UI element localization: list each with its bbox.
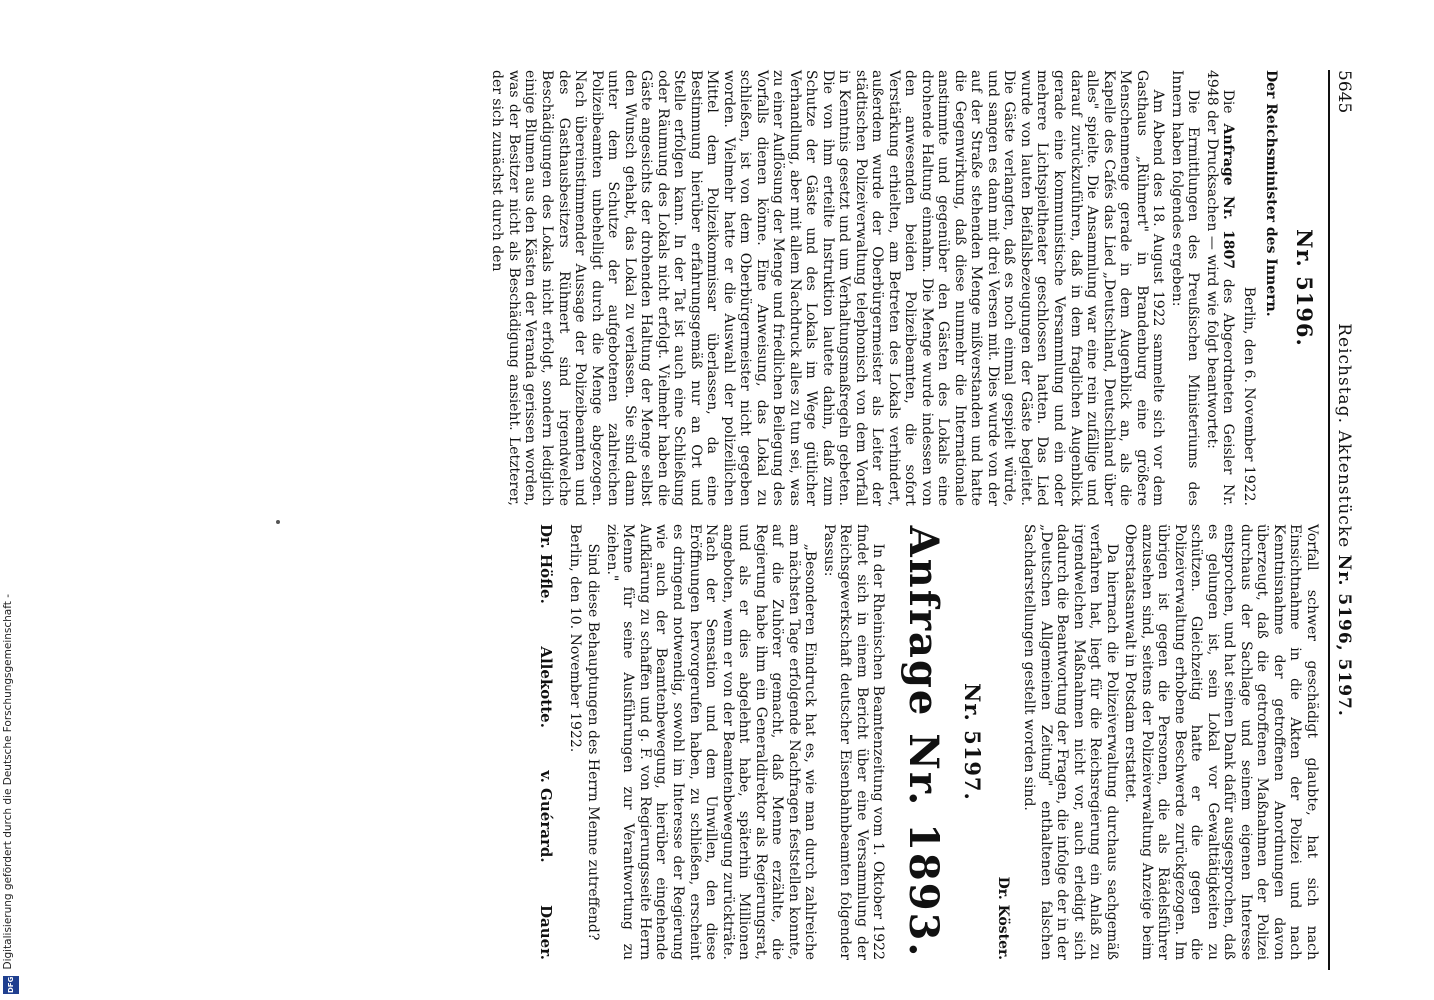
anfrage-1893-heading: Anfrage Nr. 1893. [900,525,948,959]
quoted-passage: „Besonderen Eindruck hat es, wie man durch zahlreiche am nächsten Tage erfolgende Nachfragen feststellen konnte, auf die Zuhörer gemacht, daß Menne erzählte, die Regierung habe ihm ein Generaldirektor als Regierungsrat, und als er dies abgelehnt habe, späterhin Millionen angeboten, wenn er von der Beamtenbewegung zurückträte. Nach der Sensation und dem Unwillen, den diese Eröffnungen hervorgerufen haben, zu schließen, erscheint es dringend notwendig, sowohl im Interesse der Regierung wie auch der Beamtenbewegung, hierüber eingehende Aufklärung zu schaffen und g. F. von Regierungsseite Herrn Menne für seine Ausführungen zur Verantwortung zu ziehen." [603,524,819,960]
running-head [1328,70,1354,970]
dateline-5196: Berlin, den 6. November 1922. [1240,286,1257,506]
dateline-5197: Berlin, den 10. November 1922. [566,524,583,753]
text-columns [487,70,1320,970]
paragraph-beamtenzeitung: In der Rheinischen Beamtenzeitung vom 1. Oktober 1922 findet sich in einem Bericht über eine Versammlung der Reichsgewerkschaft deutscher Eisenbahnbeamten folgender Passus: [820,524,887,960]
dfg-logo: DFG [3,976,19,994]
anfrage-1807-ref: Anfrage Nr. 1807 [1220,123,1237,269]
signatory: Allekotte. [537,646,556,728]
right-column [487,524,1320,960]
paragraph-anfrage-1807 [1203,70,1236,506]
signatories [537,524,555,960]
running-title [1334,150,1354,890]
para-prefix: Die [1220,89,1237,114]
signature-koester: Dr. Köster. [994,876,1011,960]
left-column [487,70,1320,506]
addressee: Der Reichsminister des Innern. [1263,70,1280,317]
paragraph-continuation: Vorfall schwer geschädigt glaubte, hat sich nach Einsichtnahme in die Akten der Polizei und nach Kenntnisnahme der getroffenen Anordnungen davon überzeugt, daß die getroffenen Maßnahmen der Polizei durchaus der Sachlage und seinem eigenen Interesse entsprochen, und hat seinen Dank dafür ausgesprochen, daß es gelungen ist, sein Lokal vor Gewalttätigkeiten zu schützen. Gleichzeitig hatte er die gegen die Polizeiverwaltung erhobene Beschwerde zurückgezogen. Im übrigen ist gegen die Personen, die als Rädelsführer anzusehen sind, seitens der Polizeiverwaltung Anzeige beim Oberstaatsanwalt in Potsdam erstattet. [1122,524,1320,960]
running-title-text: Reichstag. Aktenstücke [1334,323,1354,549]
page-content [360,60,1360,980]
scanned-page [360,60,1360,980]
para-rest: des Abgeordneten Geisler Nr. 4948 der Drucksachen — wird wie folgt beantwortet: [1203,70,1237,506]
running-docno: Nr. 5196, 5197. [1334,554,1354,717]
question: Sind diese Behauptungen des Herrn Menne zutreffend? [585,543,602,941]
digitization-notice [0,0,22,1000]
signatory: Dauer. [537,905,556,960]
paragraph-ermittlungen: Die Ermittlungen des Preußischen Ministeriums des Innern haben folgendes ergeben: [1168,70,1202,506]
signatory: v. Guérard. [537,770,556,863]
signatory: Dr. Höfle. [537,524,556,604]
digitization-notice-text: Digitalisierung gefördert durch die Deutsche Forschungsgemeinschaft - [2,594,14,970]
document-number-5197: Nr. 5197. [960,683,986,801]
page-number: 5645 [1334,70,1354,114]
paragraph-conclusion: Da hiernach die Polizeiverwaltung durchaus sachgemäß verfahren hat, liegt für die Reichsregierung ein Anlaß zu irgendwelchen Maßnahmen nicht vor, auch erledigt sich dadurch die Beantwortung der Fragen, die infolge der in der „Deutschen Allgemeinen Zeitung" enthaltenen falschen Sachdarstellungen gestellt worden sind. [1021,524,1120,960]
document-number-5196: Nr. 5196. [1291,229,1317,347]
scan-speck [276,520,280,524]
paragraph-report: Am Abend des 18. August 1922 sammelte sich vor dem Gasthaus „Rühmert" in Brandenburg eine größere Menschenmenge gerade in dem Augenblick an, als die Kapelle des Cafés das Lied „Deutschland, Deutschland über alles" spielte. Die Ansammlung war eine rein zufällige und darauf zurückzuführen, daß in dem fraglichen Augenblick gerade eine kommunistische Versammlung und ein oder mehrere Lichtspieltheater geschlossen hatten. Das Lied wurde von lauten Beifallsbezeugungen der Gäste begleitet. Die Gäste verlangten, daß es noch einmal gespielt würde, und sangen es dann mit drei Versen mit. Dies wurde von der auf der Straße stehenden Menge mißverstanden und hatte die Gegenwirkung, daß diese nunmehr die Internationale anstimmte und gegenüber den Gästen des Lokals eine drohende Haltung einnahm. Die Menge wurde indessen von den anwesenden beiden Polizeibeamten, die sofort Verstärkung erhielten, am Betreten des Lokals verhindert, außerdem wurde der Oberbürgermeister als Leiter der städtischen Polizeiverwaltung telephonisch von dem Vorfall in Kenntnis gesetzt und um Verhaltungsmaßregeln gebeten. Die von ihm erteilte Instruktion lautete dahin, daß zum Schutze der Gäste und des Lokals im Wege gütlicher Verhandlung, aber mit allem Nachdruck alles zu tun sei, was zu einer Auflösung der Menge und friedlichen Beilegung des Vorfalls dienen könne. Eine Anweisung, das Lokal zu schließen, ist von dem Oberbürgermeister nicht gegeben worden. Vielmehr hatte er die Auswahl der polizeilichen Mittel dem Polizeikommissar überlassen, da eine Bestimmung hierüber erfahrungsgemäß nur an Ort und Stelle erfolgen kann. In der Tat ist auch eine Schließung oder Räumung des Lokals nicht erfolgt. Vielmehr haben die Gäste angesichts der drohenden Haltung der Menge selbst den Wunsch gehabt, das Lokal zu verlassen. Sie sind dann unter dem Schutze der aufgebotenen zahlreichen Polizeibeamten unbehelligt durch die Menge abgezogen. Nach übereinstimmender Aussage der Polizeibeamten und des Gasthausbesitzers Rühmert sind irgendwelche Beschädigungen des Lokals nicht erfolgt, sondern lediglich einige Blumen aus den Kästen der Veranda gerissen worden, was der Besitzer nicht als Beschädigung ansieht. Letzterer, der sich zunächst durch den [489,70,1167,506]
